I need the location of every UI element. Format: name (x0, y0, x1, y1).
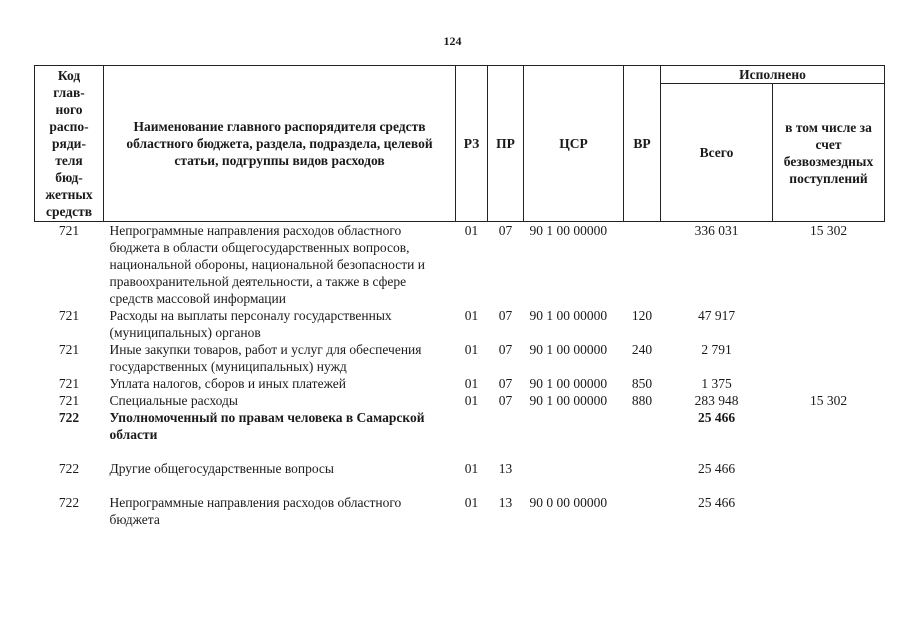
row-pr: 07 (498, 342, 513, 357)
row-rz: 01 (464, 461, 479, 476)
table-row (35, 375, 885, 392)
row-free (773, 409, 885, 443)
table-row (35, 392, 885, 409)
row-vr: 240 (631, 342, 653, 357)
row-rz (456, 409, 488, 443)
table-header (35, 66, 885, 222)
row-csr: 90 1 00 00000 (529, 308, 608, 323)
row-name: Расходы на выплаты персоналу государственных (муниципальных) органов (109, 308, 392, 340)
row-vr (624, 222, 661, 308)
row-code: 721 (58, 308, 80, 323)
row-pr: 07 (498, 376, 513, 391)
header-name: Наименование главного распорядителя средств областного бюджета, раздела, подраздела, целевой статьи, подгруппы видов расходов (104, 66, 456, 222)
row-code: 721 (58, 376, 80, 391)
header-code: Код глав- ного распо- ряди- теля бюд- жетных средств (35, 66, 104, 222)
row-rz: 01 (464, 308, 479, 323)
row-name: Уплата налогов, сборов и иных платежей (109, 376, 346, 391)
row-pr: 13 (498, 495, 513, 510)
row-csr: 90 1 00 00000 (529, 376, 608, 391)
header-executed: Исполнено (661, 66, 885, 84)
row-name: Другие общегосударственные вопросы (109, 461, 334, 476)
row-csr: 90 0 00 00000 (529, 495, 608, 510)
table-row (35, 307, 885, 341)
row-csr (524, 443, 624, 477)
row-code: 722 (58, 495, 80, 510)
row-total: 2 791 (701, 342, 732, 357)
row-free (773, 477, 885, 528)
row-total: 47 917 (697, 308, 736, 323)
row-total: 25 466 (697, 410, 736, 425)
row-pr: 07 (498, 308, 513, 323)
table-body (35, 222, 885, 529)
row-rz: 01 (464, 376, 479, 391)
row-total: 25 466 (697, 461, 736, 476)
row-name: Специальные расходы (109, 393, 238, 408)
row-code: 721 (58, 393, 80, 408)
table-row (35, 222, 885, 308)
page-number: 124 (443, 34, 462, 48)
row-vr: 850 (631, 376, 653, 391)
header-pr: ПР (488, 66, 524, 222)
row-free (773, 341, 885, 375)
row-csr (524, 409, 624, 443)
row-vr (624, 477, 661, 528)
row-pr: 07 (498, 223, 513, 238)
row-csr: 90 1 00 00000 (529, 342, 608, 357)
row-free: 15 302 (809, 393, 848, 408)
row-pr: 07 (498, 393, 513, 408)
row-vr (624, 443, 661, 477)
table-row (35, 443, 885, 477)
row-vr: 880 (631, 393, 653, 408)
budget-table (34, 65, 885, 528)
row-total: 283 948 (694, 393, 739, 408)
row-free (773, 443, 885, 477)
table-row (35, 477, 885, 528)
table-row (35, 341, 885, 375)
row-csr: 90 1 00 00000 (529, 393, 608, 408)
header-free: в том числе за счет безвозмездных поступлений (773, 84, 885, 222)
row-name: Иные закупки товаров, работ и услуг для обеспечения государственных (муниципальных) нужд (109, 342, 422, 374)
row-rz: 01 (464, 393, 479, 408)
row-code: 722 (58, 410, 80, 425)
row-rz: 01 (464, 495, 479, 510)
row-code: 722 (58, 461, 80, 476)
row-code: 721 (58, 342, 80, 357)
row-free (773, 307, 885, 341)
row-pr: 13 (498, 461, 513, 476)
row-name: Уполномоченный по правам человека в Самарской области (109, 410, 425, 442)
header-csr: ЦСР (524, 66, 624, 222)
row-code: 721 (58, 223, 80, 238)
row-vr (624, 409, 661, 443)
row-csr: 90 1 00 00000 (529, 223, 608, 238)
row-vr: 120 (631, 308, 653, 323)
row-pr (488, 409, 524, 443)
header-total: Всего (661, 84, 773, 222)
row-rz: 01 (464, 223, 479, 238)
row-name: Непрограммные направления расходов областного бюджета в области общегосударственных вопросов, национальной обороны, национальной безопасности и правоохранительной деятельности, а также в сфере средств массовой информации (109, 223, 425, 306)
header-rz: РЗ (456, 66, 488, 222)
row-free (773, 375, 885, 392)
row-total: 336 031 (694, 223, 739, 238)
row-total: 1 375 (701, 376, 732, 391)
row-free: 15 302 (809, 223, 848, 238)
table-row (35, 409, 885, 443)
row-total: 25 466 (697, 495, 736, 510)
header-vr: ВР (624, 66, 661, 222)
row-rz: 01 (464, 342, 479, 357)
row-name: Непрограммные направления расходов областного бюджета (109, 495, 402, 527)
